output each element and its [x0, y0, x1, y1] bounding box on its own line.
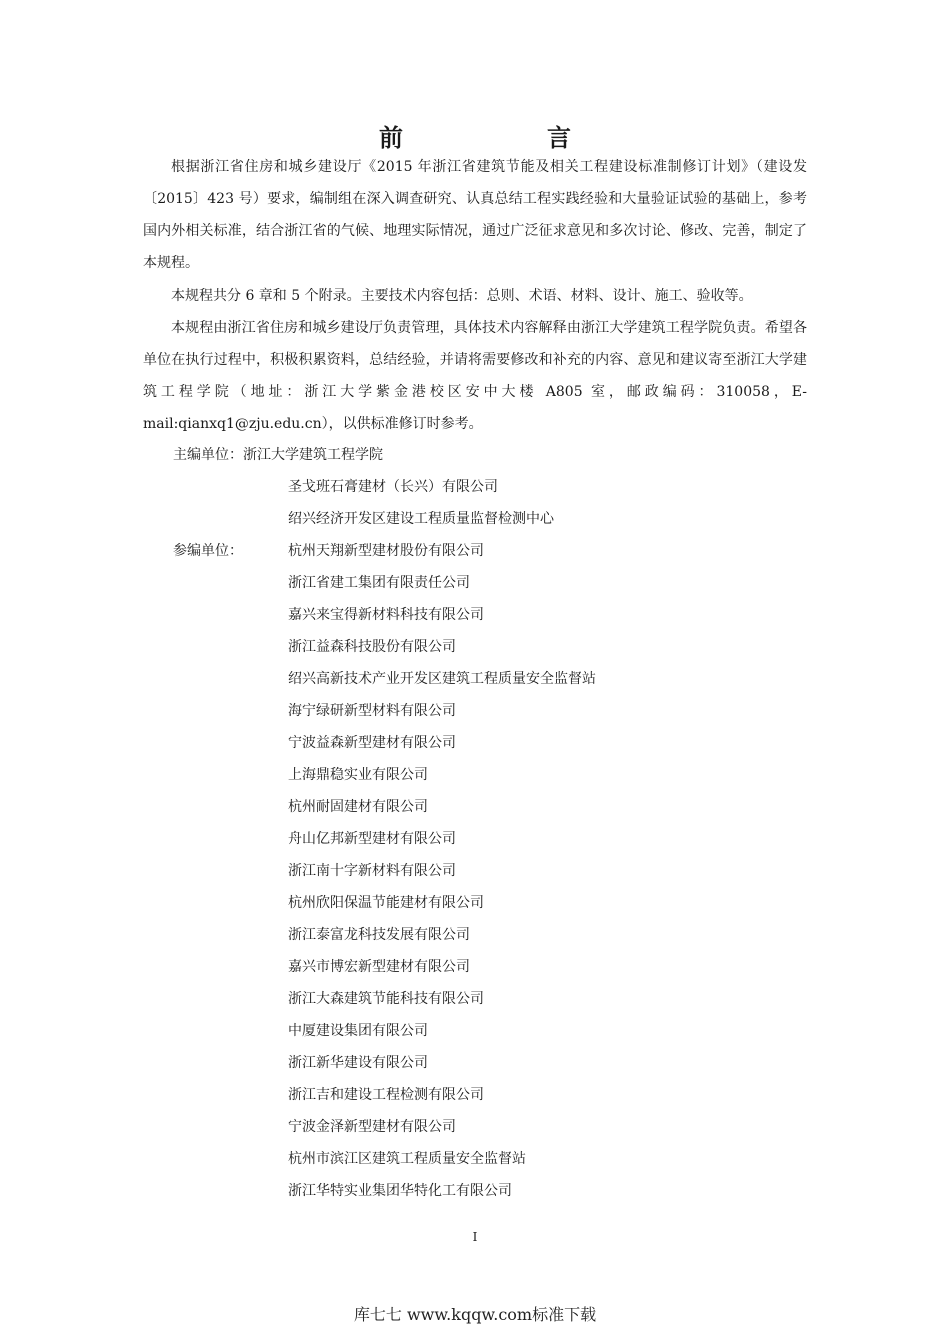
list-item: 绍兴高新技术产业开发区建筑工程质量安全监督站 — [288, 671, 596, 687]
list-item: 浙江省建工集团有限责任公司 — [288, 575, 470, 591]
list-item: 中厦建设集团有限公司 — [288, 1023, 428, 1039]
page-title: 前 言 — [379, 124, 631, 152]
list-item: 海宁绿研新型材料有限公司 — [288, 703, 456, 719]
list-item: 浙江南十字新材料有限公司 — [288, 863, 456, 879]
list-item: 浙江吉和建设工程检测有限公司 — [288, 1087, 484, 1103]
list-item: 浙江大森建筑节能科技有限公司 — [288, 991, 484, 1007]
list-item: 圣戈班石膏建材（长兴）有限公司 — [288, 479, 498, 495]
list-item: 杭州市滨江区建筑工程质量安全监督站 — [288, 1151, 526, 1167]
list-item: 杭州耐固建材有限公司 — [288, 799, 428, 815]
list-item: 宁波金泽新型建材有限公司 — [288, 1119, 456, 1135]
chief-editor-row — [173, 439, 383, 471]
page-number: I — [472, 1230, 478, 1244]
list-item: 浙江益森科技股份有限公司 — [288, 639, 456, 655]
chief-editor-unit: 浙江大学建筑工程学院 — [243, 447, 383, 463]
paragraph-3-text: 本规程由浙江省住房和城乡建设厅负责管理，具体技术内容解释由浙江大学建筑工程学院负责。希望各单位在执行过程中，积极积累资料，总结经验，并请将需要修改和补充的内容、意见和建议寄至浙江大学建筑工程学院（地址：浙江大学紫金港校区安中大楼 A805 室，邮政编码：310058，E-mail:qianxq1@zju.edu.cn），以供标准修订时参考。 — [143, 320, 807, 432]
list-item: 绍兴经济开发区建设工程质量监督检测中心 — [288, 511, 554, 527]
footer-watermark: 库七七 www.kqqw.com标准下载 — [353, 1305, 597, 1324]
list-item: 嘉兴来宝得新材料科技有限公司 — [288, 607, 484, 623]
list-item: 嘉兴市博宏新型建材有限公司 — [288, 959, 470, 975]
list-item: 杭州天翔新型建材股份有限公司 — [288, 543, 484, 559]
participating-list — [288, 535, 596, 1207]
list-item: 宁波益森新型建材有限公司 — [288, 735, 456, 751]
chief-editor-list — [288, 471, 554, 535]
paragraph-1-text: 根据浙江省住房和城乡建设厅《2015 年浙江省建筑节能及相关工程建设标准制修订计划》（建设发〔2015〕423 号）要求，编制组在深入调查研究、认真总结工程实践经验和大量验证试验的基础上，参考国内外相关标准，结合浙江省的气候、地理实际情况，通过广泛征求意见和多次讨论、修改、完善，制定了本规程。 — [143, 159, 807, 271]
participating-label: 参编单位： — [173, 543, 243, 559]
chief-editor-label: 主编单位： — [173, 447, 243, 463]
paragraph-3 — [143, 312, 807, 440]
list-item: 上海鼎稳实业有限公司 — [288, 767, 428, 783]
paragraph-2 — [143, 280, 807, 312]
list-item: 杭州欣阳保温节能建材有限公司 — [288, 895, 484, 911]
participating-label-row — [173, 535, 243, 567]
paragraph-2-text: 本规程共分 6 章和 5 个附录。主要技术内容包括：总则、术语、材料、设计、施工、验收等。 — [171, 288, 753, 304]
list-item: 浙江新华建设有限公司 — [288, 1055, 428, 1071]
list-item: 浙江泰富龙科技发展有限公司 — [288, 927, 470, 943]
paragraph-1 — [143, 151, 807, 279]
list-item: 舟山亿邦新型建材有限公司 — [288, 831, 456, 847]
list-item: 浙江华特实业集团华特化工有限公司 — [288, 1183, 512, 1199]
